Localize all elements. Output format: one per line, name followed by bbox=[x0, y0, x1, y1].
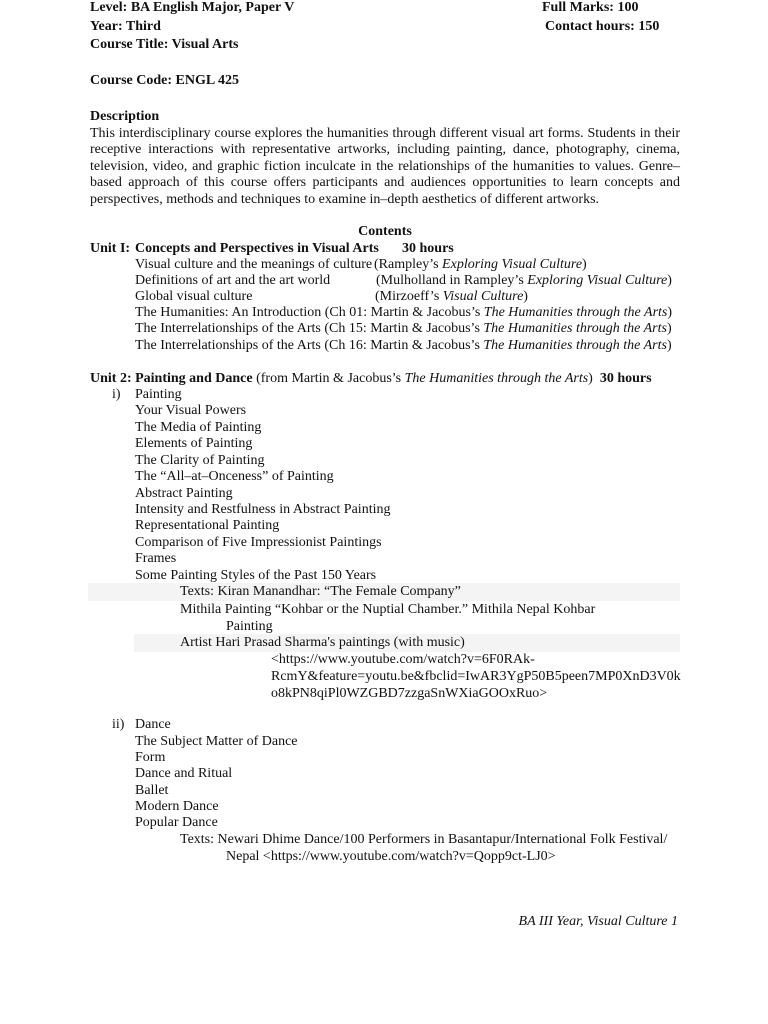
list-item: Some Painting Styles of the Past 150 Years bbox=[135, 568, 377, 583]
unit1-source: (Mirzoeff’s Visual Culture) bbox=[375, 289, 528, 304]
year-line: Year: Third bbox=[90, 19, 161, 34]
unit1-topic: Visual culture and the meanings of culture bbox=[135, 257, 373, 272]
list-item: Abstract Painting bbox=[135, 486, 233, 501]
list-item: Elements of Painting bbox=[135, 436, 253, 451]
contact-hours: Contact hours: 150 bbox=[545, 19, 660, 34]
painting-url-line[interactable]: RcmY&feature=youtu.be&fbclid=IwAR3YgP50B5peen7MP0XnD3V0k bbox=[271, 669, 681, 684]
unit1-source: (Rampley’s Exploring Visual Culture) bbox=[374, 257, 587, 272]
painting-texts-line2: Mithila Painting “Kohbar or the Nuptial Chamber.” Mithila Nepal Kohbar bbox=[180, 602, 596, 617]
painting-url-line[interactable]: <https://www.youtube.com/watch?v=6F0RAk- bbox=[271, 652, 535, 667]
course-code: Course Code: ENGL 425 bbox=[90, 73, 239, 88]
list-item: Form bbox=[135, 750, 166, 765]
unit1-label: Unit I: bbox=[90, 241, 131, 256]
description-text: This interdisciplinary course explores the humanities through different visual art forms. Students in their receptive interactions with representative artworks, including painting, dance, photography, cinema, television, video, and graphic fiction inculcate in the relationships of the humanities to values. Genre–based approach of this course offers participants and audiences opportunities to learn concepts and perspectives, methods and techniques to examine in–depth aesthetics of different artworks. bbox=[90, 126, 680, 207]
painting-title: Painting bbox=[135, 387, 182, 402]
list-item: Ballet bbox=[135, 783, 169, 798]
page-footer: BA III Year, Visual Culture 1 bbox=[518, 914, 678, 929]
unit1-title: Concepts and Perspectives in Visual Arts bbox=[135, 241, 379, 256]
list-item: The Subject Matter of Dance bbox=[135, 734, 298, 749]
painting-numeral: i) bbox=[112, 387, 121, 402]
list-item: Dance and Ritual bbox=[135, 766, 233, 781]
list-item: Your Visual Powers bbox=[135, 403, 247, 418]
painting-url-line[interactable]: o8kPN8qiPl0WZGBD7zzgaSnWXiaGOOxRuo> bbox=[271, 686, 548, 701]
unit1-topic: Definitions of art and the art world bbox=[135, 273, 331, 288]
unit1-topic: Global visual culture bbox=[135, 289, 253, 304]
description-heading: Description bbox=[90, 109, 160, 124]
list-item: The “All–at–Onceness” of Painting bbox=[135, 469, 334, 484]
list-item: Modern Dance bbox=[135, 799, 219, 814]
list-item: Representational Painting bbox=[135, 518, 280, 533]
painting-texts-line3: Artist Hari Prasad Sharma's paintings (with music) bbox=[180, 635, 465, 650]
list-item: Intensity and Restfulness in Abstract Painting bbox=[135, 502, 391, 517]
list-item: The Clarity of Painting bbox=[135, 453, 265, 468]
list-item: The Media of Painting bbox=[135, 420, 262, 435]
list-item: Popular Dance bbox=[135, 815, 218, 830]
full-marks: Full Marks: 100 bbox=[542, 0, 639, 15]
painting-texts-line2b: Painting bbox=[226, 619, 273, 634]
dance-texts-line2[interactable]: Nepal <https://www.youtube.com/watch?v=Qopp9ct-LJ0> bbox=[226, 849, 556, 864]
unit1-source: (Mulholland in Rampley’s Exploring Visual Culture) bbox=[376, 273, 672, 288]
unit1-topic: The Interrelationships of the Arts (Ch 15: Martin & Jacobus’s The Humanities through the Arts) bbox=[135, 321, 672, 336]
unit2-heading: Unit 2: Painting and Dance (from Martin & Jacobus’s The Humanities through the Arts) 30 hours bbox=[90, 371, 652, 386]
painting-texts-line1: Texts: Kiran Manandhar: “The Female Company” bbox=[180, 584, 461, 599]
contents-heading: Contents bbox=[358, 224, 412, 239]
unit1-topic: The Humanities: An Introduction (Ch 01: Martin & Jacobus’s The Humanities through the Arts) bbox=[135, 305, 673, 320]
unit1-hours: 30 hours bbox=[402, 241, 454, 256]
list-item: Frames bbox=[135, 551, 177, 566]
dance-texts-line1: Texts: Newari Dhime Dance/100 Performers in Basantapur/International Folk Festival/ bbox=[180, 832, 668, 847]
dance-title: Dance bbox=[135, 717, 171, 732]
course-title-line: Course Title: Visual Arts bbox=[90, 37, 239, 52]
level-line: Level: BA English Major, Paper V bbox=[90, 0, 295, 15]
list-item: Comparison of Five Impressionist Paintings bbox=[135, 535, 382, 550]
dance-numeral: ii) bbox=[112, 717, 125, 732]
unit1-topic: The Interrelationships of the Arts (Ch 16: Martin & Jacobus’s The Humanities through the Arts) bbox=[135, 338, 672, 353]
